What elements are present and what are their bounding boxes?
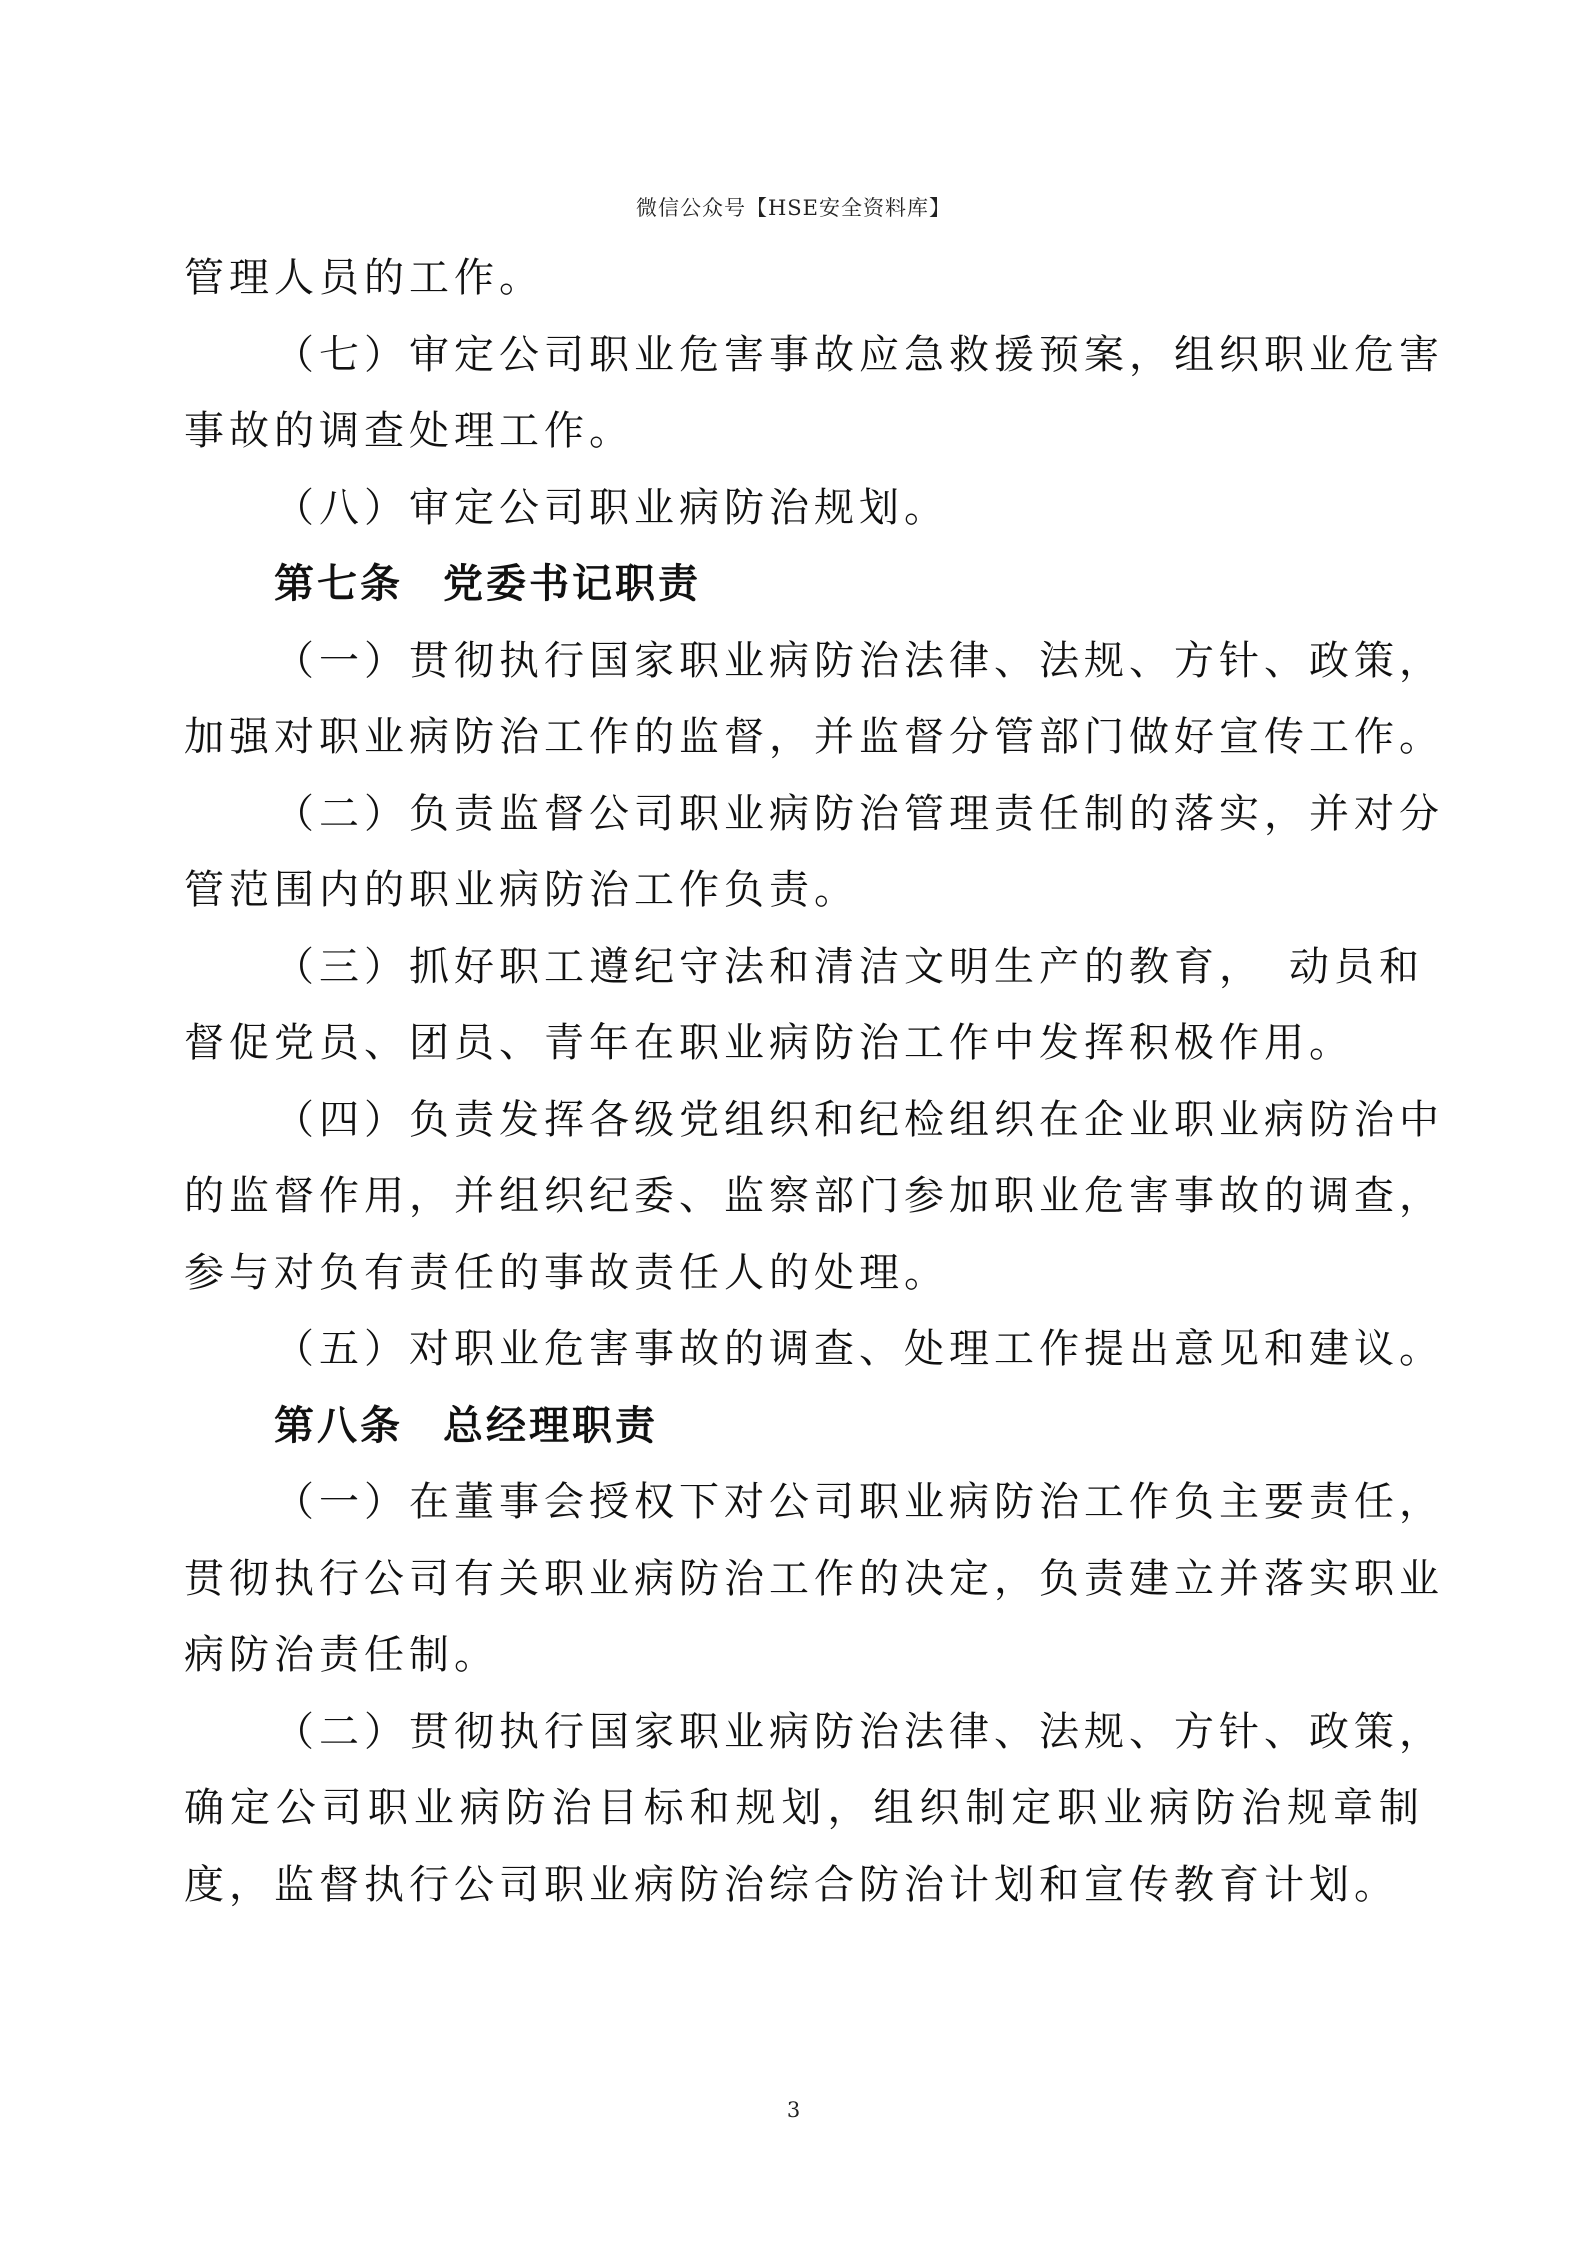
page-header: 微信公众号【HSE安全资料库】 — [635, 196, 952, 220]
paragraph-line: （四）负责发挥各级党组织和纪检组织在企业职业病防治中 — [274, 1096, 1444, 1143]
paragraph-line: （一）在董事会授权下对公司职业病防治工作负主要责任， — [274, 1479, 1444, 1525]
page-number: 3 — [786, 2098, 801, 2122]
paragraph-line: 管范围内的职业病防治工作负责。 — [184, 867, 859, 913]
article-number: 第八条 — [274, 1402, 403, 1449]
paragraph-line: （七）审定公司职业危害事故应急救援预案，组织职业危害 — [274, 331, 1444, 378]
paragraph-line: （三）抓好职工遵纪守法和清洁文明生产的教育， 动员和 — [274, 943, 1424, 990]
paragraph-line: 确定公司职业病防治目标和规划，组织制定职业病防治规章制 — [184, 1785, 1424, 1831]
paragraph-line: （二）负责监督公司职业病防治管理责任制的落实，并对分 — [274, 790, 1444, 837]
paragraph-line: 贯彻执行公司有关职业病防治工作的决定，负责建立并落实职业 — [184, 1555, 1444, 1602]
paragraph-line: 加强对职业病防治工作的监督，并监督分管部门做好宣传工作。 — [184, 714, 1444, 760]
article-heading — [184, 546, 1424, 623]
article-title: 总经理职责 — [443, 1402, 658, 1449]
paragraph-line: （二）贯彻执行国家职业病防治法律、法规、方针、政策， — [274, 1708, 1444, 1755]
article-number: 第七条 — [274, 561, 403, 607]
paragraph-line: 事故的调查处理工作。 — [184, 408, 634, 454]
paragraph-line: （五）对职业危害事故的调查、处理工作提出意见和建议。 — [274, 1326, 1444, 1372]
article-heading — [184, 1388, 1424, 1465]
paragraph-line: 参与对负有责任的事故责任人的处理。 — [184, 1249, 949, 1296]
paragraph-line: 的监督作用，并组织纪委、监察部门参加职业危害事故的调查， — [184, 1173, 1444, 1219]
paragraph-line: 督促党员、团员、青年在职业病防治工作中发挥积极作用。 — [184, 1020, 1354, 1066]
paragraph-line: 病防治责任制。 — [184, 1632, 499, 1678]
paragraph-line: （一）贯彻执行国家职业病防治法律、法规、方针、政策， — [274, 637, 1444, 684]
paragraph-line: 度，监督执行公司职业病防治综合防治计划和宣传教育计划。 — [184, 1861, 1399, 1908]
paragraph-line: 管理人员的工作。 — [184, 255, 544, 301]
document-body — [184, 240, 1444, 1923]
paragraph-line: （八）审定公司职业病防治规划。 — [274, 484, 949, 531]
article-title: 党委书记职责 — [443, 561, 701, 607]
